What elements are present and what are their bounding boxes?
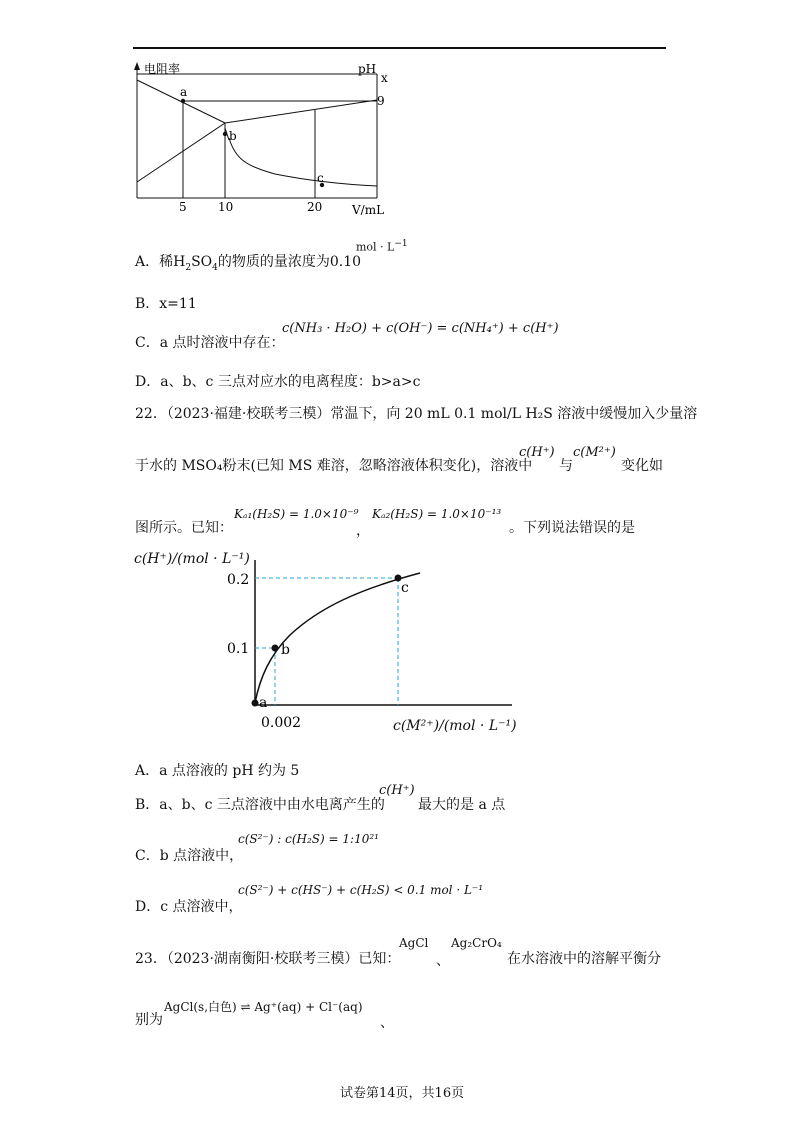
q22-option-a: A．a 点溶液的 pH 约为 5 (135, 763, 300, 779)
q21-option-a-h: H (173, 254, 186, 270)
q22-option-c-a: C．b 点溶液中， (135, 848, 244, 864)
q23-equation: AgCl(s,白色) ⇌ Ag⁺(aq) + Cl⁻(aq) (164, 1000, 363, 1014)
q21-option-a-unit (356, 239, 408, 254)
q23-agcl: AgCl (399, 936, 429, 950)
fig1-label-c: c (317, 171, 324, 185)
q21-option-a-text: 的物质的量浓度为 (217, 254, 330, 270)
fig1-label-a: a (180, 85, 188, 99)
q21-option-a-value: 0.10 (329, 254, 362, 270)
q21-option-a-prefix: A．稀 (135, 254, 174, 270)
q22-option-d-formula: c(S²⁻) + c(HS⁻) + c(H₂S) < 0.1 mol · L⁻¹ (238, 883, 484, 897)
fig1-xmark: x (381, 71, 388, 85)
q22-option-b-a: B．a、b、c 三点溶液中由水电离产生的 (135, 797, 385, 813)
q22-option-c-formula: c(S²⁻) : c(H₂S) = 1:10²¹ (238, 832, 379, 846)
fig2-label-b: b (281, 642, 290, 658)
fig2-x0002: 0.002 (261, 715, 302, 731)
q22-ka2: Kₐ₂(H₂S) = 1.0×10⁻¹³ (372, 507, 502, 521)
fig1-tick-5: 5 (179, 200, 187, 214)
figure-ch-vs-cm (120, 555, 520, 745)
fig1-y-arrow (134, 62, 140, 70)
fig2-y02: 0.2 (227, 572, 250, 588)
fig1-resistivity-curve (229, 138, 377, 186)
q23-ag2cro4: Ag₂CrO₄ (451, 936, 502, 950)
q22-line3-a: 图所示。已知： (135, 520, 233, 536)
q21-option-a (135, 251, 361, 273)
fig1-ph-plateau (225, 100, 377, 123)
q21-option-b: B．x=11 (135, 296, 197, 312)
q23-line1-a: 23．（2023·湖南衡阳·校联考三模）已知： (135, 951, 401, 967)
fig1-axes (134, 62, 377, 198)
q23-line2-a: 别为 (135, 1012, 163, 1028)
q21-option-a-h-sub: 2 (185, 262, 192, 273)
fig1-tick-20: 20 (307, 200, 323, 214)
page-footer: 试卷第14页，共16页 (340, 1086, 465, 1101)
q21-option-d: D．a、b、c 三点对应水的电离程度：b>a>c (135, 374, 421, 390)
q21-option-a-so-sub: 4 (212, 262, 218, 273)
q22-line1: 22．（2023·福建·校联考三模）常温下，向 20 mL 0.1 mol/L H₂S 溶液中缓慢加入少量溶 (135, 406, 698, 422)
fig1-point-a (181, 99, 185, 103)
fig1-nine: 9 (377, 94, 385, 108)
q21-option-c-prefix: C．a 点时溶液中存在： (135, 335, 285, 351)
q21-option-a-so: SO (191, 254, 213, 270)
fig1-label-b: b (229, 129, 237, 143)
fig2-xlabel: c(M²⁺)/(mol · L⁻¹) (393, 718, 517, 734)
fig2-point-a (252, 700, 259, 707)
fig1-ylabel-right: pH (358, 62, 377, 76)
q23-line2-b: 、 (380, 1015, 394, 1031)
fig2-ylabel: c(H⁺)/(mol · L⁻¹) (134, 551, 250, 567)
q22-option-b-ch: c(H⁺) (379, 783, 415, 798)
fig1-ylabel-left: 电阻率 (144, 62, 181, 76)
fig1-tick-10: 10 (218, 200, 234, 214)
q22-line2-cm: c(M²⁺) (573, 445, 616, 460)
q22-line2-ch: c(H⁺) (519, 445, 555, 460)
q22-line2-b: 变化如 (621, 458, 663, 474)
fig2-label-c: c (401, 580, 409, 596)
fig2-label-a: a (259, 695, 268, 711)
q22-line3-b: 。下列说法错误的是 (509, 520, 635, 536)
fig1-ph-rise (137, 123, 225, 182)
fig1-xlabel: V/mL (352, 203, 385, 217)
q23-sep: 、 (436, 953, 450, 969)
fig2-y01: 0.1 (227, 641, 250, 657)
q22-line2-a: 于水的 MSO₄粉末(已知 MS 难溶，忽略溶液体积变化)，溶液中 (135, 458, 533, 474)
fig1-point-b (223, 132, 227, 136)
q21-option-a-unit-exp: −1 (394, 239, 408, 249)
q21-option-c-formula: c(NH₃ · H₂O) + c(OH⁻) = c(NH₄⁺) + c(H⁺) (282, 321, 559, 336)
q21-option-a-unit-text: mol · L (356, 240, 395, 254)
fig2-point-b (272, 645, 279, 652)
q22-ka1: Kₐ₁(H₂S) = 1.0×10⁻⁹ (234, 507, 359, 521)
q22-option-b-b: 最大的是 a 点 (418, 797, 506, 813)
fig2-curve (255, 573, 420, 703)
q22-sep: ， (356, 523, 370, 539)
figure-resistivity-ph (125, 58, 395, 218)
q22-line2-mid: 与 (559, 458, 573, 474)
header-rule (133, 47, 666, 49)
q23-line1-b: 在水溶液中的溶解平衡分 (507, 951, 661, 967)
q22-option-d-a: D．c 点溶液中， (135, 899, 243, 915)
